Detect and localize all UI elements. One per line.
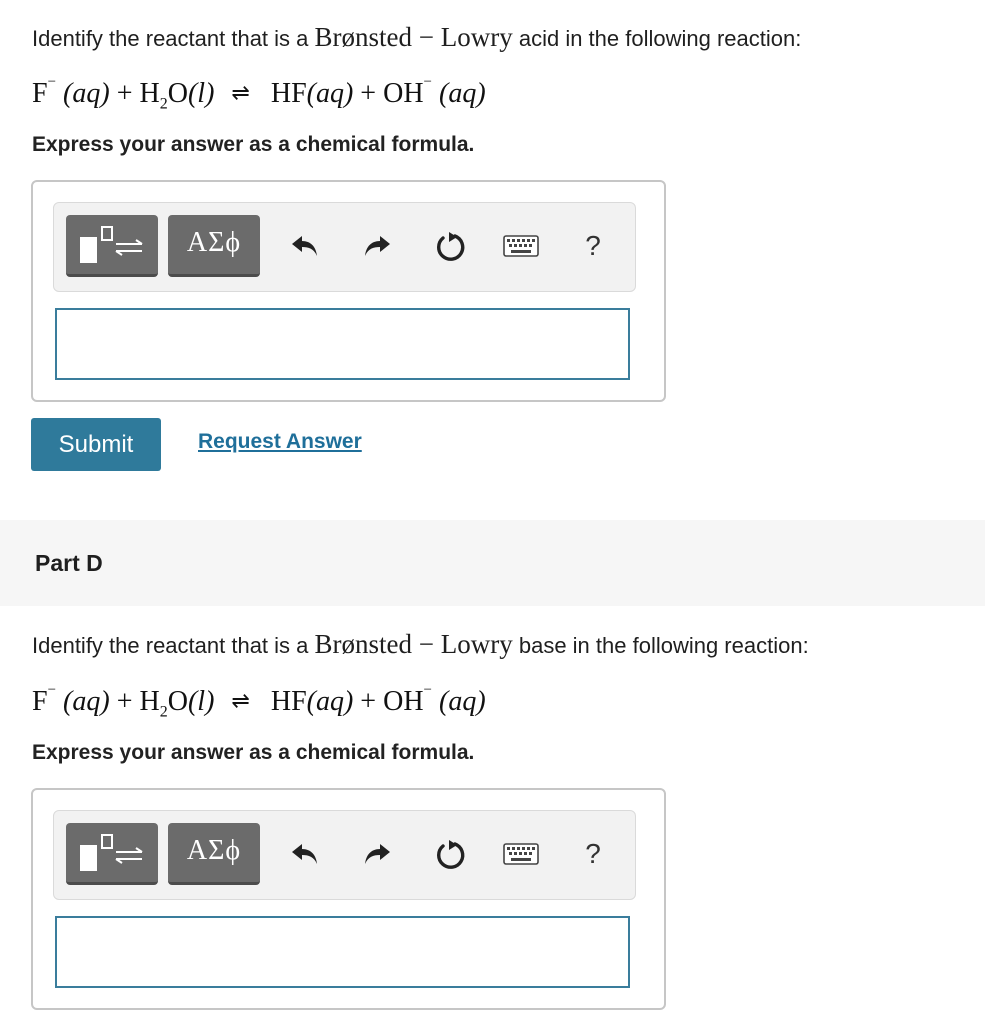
eq-state: (l): [187, 78, 215, 109]
eq-state: (aq): [439, 686, 486, 717]
templates-button[interactable]: [66, 215, 158, 277]
help-button[interactable]: [578, 227, 608, 265]
undo-button[interactable]: [288, 229, 322, 263]
templates-icon: [66, 215, 158, 277]
undo-icon: [290, 233, 320, 259]
eq-reactant-1: F: [32, 78, 48, 109]
math-toolbar-c: [53, 202, 636, 292]
eq-charge: −: [423, 682, 433, 698]
redo-icon: [362, 841, 392, 867]
eq-reactant-2-o: O: [167, 78, 188, 109]
keyboard-icon: [503, 235, 539, 257]
keyboard-icon: [503, 843, 539, 865]
eq-charge: −: [47, 682, 57, 698]
eq-product-1: HF: [270, 686, 307, 717]
redo-button[interactable]: [360, 229, 394, 263]
reset-icon: [435, 230, 467, 262]
reset-icon: [435, 838, 467, 870]
eq-subscript: 2: [159, 703, 168, 721]
reset-button[interactable]: [432, 835, 470, 873]
math-toolbar-d: [53, 810, 636, 900]
eq-plus: +: [360, 78, 377, 109]
eq-state: (aq): [306, 78, 354, 109]
reaction-equation-d: [32, 682, 486, 722]
eq-reactant-2-o: O: [167, 686, 188, 717]
question-text-c: [32, 22, 801, 53]
eq-state: (aq): [63, 686, 110, 717]
greek-letters-icon: ΑΣϕ: [186, 835, 242, 866]
templates-button[interactable]: [66, 823, 158, 885]
eq-reactant-1: F: [32, 686, 48, 717]
greek-letters-icon: ΑΣϕ: [186, 227, 242, 258]
keyboard-button[interactable]: [500, 231, 542, 261]
eq-product-1: HF: [270, 78, 307, 109]
question-term: Brønsted − Lowry: [314, 22, 513, 52]
redo-icon: [362, 233, 392, 259]
answer-text-input-d[interactable]: [57, 918, 628, 986]
eq-state: (aq): [63, 78, 110, 109]
instruction-c: Express your answer as a chemical formula.: [32, 133, 475, 156]
eq-product-2: OH: [383, 686, 424, 717]
eq-state: (l): [187, 686, 215, 717]
equilibrium-arrow-icon: ⇌: [231, 80, 250, 105]
part-title: Part D: [35, 550, 103, 576]
redo-button[interactable]: [360, 837, 394, 871]
templates-icon: [66, 823, 158, 885]
eq-subscript: 2: [159, 95, 168, 113]
eq-reactant-2: H: [139, 686, 160, 717]
eq-reactant-2: H: [139, 78, 160, 109]
question-prefix: Identify the reactant that is a: [32, 633, 309, 658]
keyboard-button[interactable]: [500, 839, 542, 869]
eq-product-2: OH: [383, 78, 424, 109]
reset-button[interactable]: [432, 227, 470, 265]
eq-plus: +: [360, 686, 377, 717]
eq-charge: −: [423, 74, 433, 90]
part-d-header[interactable]: [0, 520, 985, 606]
answer-input-c[interactable]: [55, 308, 630, 380]
instruction-d: Express your answer as a chemical formula.: [32, 741, 475, 764]
question-suffix: base in the following reaction:: [518, 633, 809, 658]
eq-charge: −: [47, 74, 57, 90]
help-icon: ?: [585, 838, 601, 869]
reaction-equation-c: [32, 74, 486, 114]
request-answer-link[interactable]: Request Answer: [198, 430, 362, 453]
eq-plus: +: [116, 686, 133, 717]
eq-plus: +: [116, 78, 133, 109]
answer-box-c: [31, 180, 666, 402]
equilibrium-arrow-icon: ⇌: [231, 688, 250, 713]
answer-input-d[interactable]: [55, 916, 630, 988]
undo-button[interactable]: [288, 837, 322, 871]
question-prefix: Identify the reactant that is a: [32, 26, 309, 51]
submit-button[interactable]: Submit: [31, 418, 161, 471]
answer-box-d: [31, 788, 666, 1010]
undo-icon: [290, 841, 320, 867]
question-suffix: acid in the following reaction:: [518, 26, 802, 51]
eq-state: (aq): [306, 686, 354, 717]
help-button[interactable]: [578, 835, 608, 873]
question-term: Brønsted − Lowry: [314, 629, 513, 659]
eq-state: (aq): [439, 78, 486, 109]
greek-letters-button[interactable]: [168, 215, 260, 277]
help-icon: ?: [585, 230, 601, 261]
greek-letters-button[interactable]: [168, 823, 260, 885]
answer-text-input-c[interactable]: [57, 310, 628, 378]
question-text-d: [32, 629, 809, 660]
